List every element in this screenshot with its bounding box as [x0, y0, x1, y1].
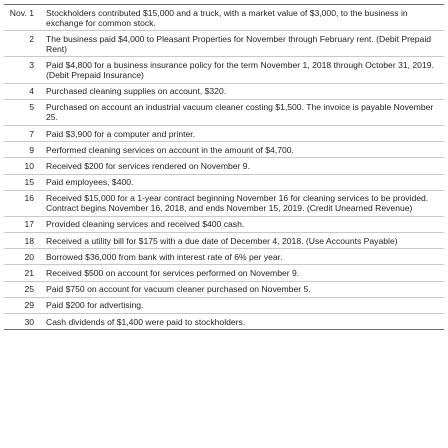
- transaction-description: Purchased cleaning supplies on account, $320.: [46, 86, 227, 97]
- transaction-row: [4, 100, 444, 126]
- transaction-description: Paid $3,900 for a computer and printer.: [46, 128, 196, 139]
- transaction-description: Provided cleaning services and received $400 cash.: [46, 219, 245, 230]
- transaction-description: Purchased on account an industrial vacuum cleaner costing $1,500. The invoice is payable November 25.: [46, 102, 434, 123]
- transaction-row: [4, 142, 444, 158]
- transaction-date: 7: [29, 128, 34, 139]
- transaction-description: The business paid $4,000 to Pleasant Properties for November through February rent. (Debit Prepaid Rent): [46, 33, 432, 54]
- transaction-row: [4, 57, 444, 83]
- transaction-row: [4, 175, 444, 191]
- transaction-date: 18: [24, 235, 34, 246]
- transaction-row: [4, 31, 444, 57]
- transaction-date: 15: [24, 177, 34, 188]
- transaction-date: 30: [24, 316, 34, 327]
- transaction-date: 20: [24, 251, 34, 262]
- transaction-row: [4, 84, 444, 100]
- transaction-row: [4, 282, 444, 298]
- transaction-row: [4, 217, 444, 233]
- transaction-description: Received $500 on account for services performed on November 9.: [46, 268, 300, 279]
- transaction-row: [4, 5, 444, 31]
- transaction-rows: [4, 5, 444, 330]
- transaction-description: Performed cleaning services on account in the amount of $4,700.: [46, 144, 294, 155]
- transaction-row: [4, 249, 444, 265]
- transaction-date: Nov. 1: [9, 7, 34, 18]
- transaction-date: 4: [29, 86, 34, 97]
- transaction-description: Received a utility bill for $175 with a due date of December 4, 2018. (Use Accounts Payable): [46, 235, 398, 246]
- transaction-description: Received $200 for services rendered on November 9.: [46, 160, 250, 171]
- transaction-date: 16: [24, 193, 34, 204]
- transaction-row: [4, 298, 444, 314]
- transaction-description: Borrowed $36,000 from bank with interest rate of 6% per year.: [46, 251, 283, 262]
- transaction-date: 9: [29, 144, 34, 155]
- transaction-description: Stockholders contributed $15,000 and a truck, with a market value of $3,000, to the business in exchange for common stock.: [46, 7, 408, 28]
- transaction-row: [4, 158, 444, 174]
- transaction-date: 10: [24, 160, 34, 171]
- transaction-description: Paid $200 for advertising.: [46, 300, 144, 311]
- transaction-date: 29: [24, 300, 34, 311]
- transaction-row: [4, 233, 444, 249]
- transaction-row: [4, 126, 444, 142]
- transaction-row: [4, 314, 444, 330]
- transaction-description: Received $15,000 for a 1-year contract beginning November 16 for cleaning services to be provided. Contract begins November 16, 2018, and ends November 15, 2019. (Credit Unearned Revenue): [46, 193, 429, 214]
- transaction-date: 17: [24, 219, 34, 230]
- transaction-description: Paid employees, $400.: [46, 177, 134, 188]
- transaction-description: Cash dividends of $1,400 were paid to stockholders.: [46, 316, 246, 327]
- transaction-date: 5: [29, 102, 34, 113]
- transaction-date: 2: [29, 33, 34, 44]
- transaction-row: [4, 265, 444, 281]
- transaction-description: Paid $4,800 for a business insurance policy for the term November 1, 2018 through October 31, 2019. (Debit Prepaid Insurance): [46, 59, 434, 80]
- transaction-date: 25: [24, 284, 34, 295]
- transaction-description: Paid $750 on account for vacuum cleaner purchased on November 5.: [46, 284, 311, 295]
- transaction-date: 3: [29, 59, 34, 70]
- transaction-date: 21: [24, 268, 34, 279]
- transaction-row: [4, 191, 444, 217]
